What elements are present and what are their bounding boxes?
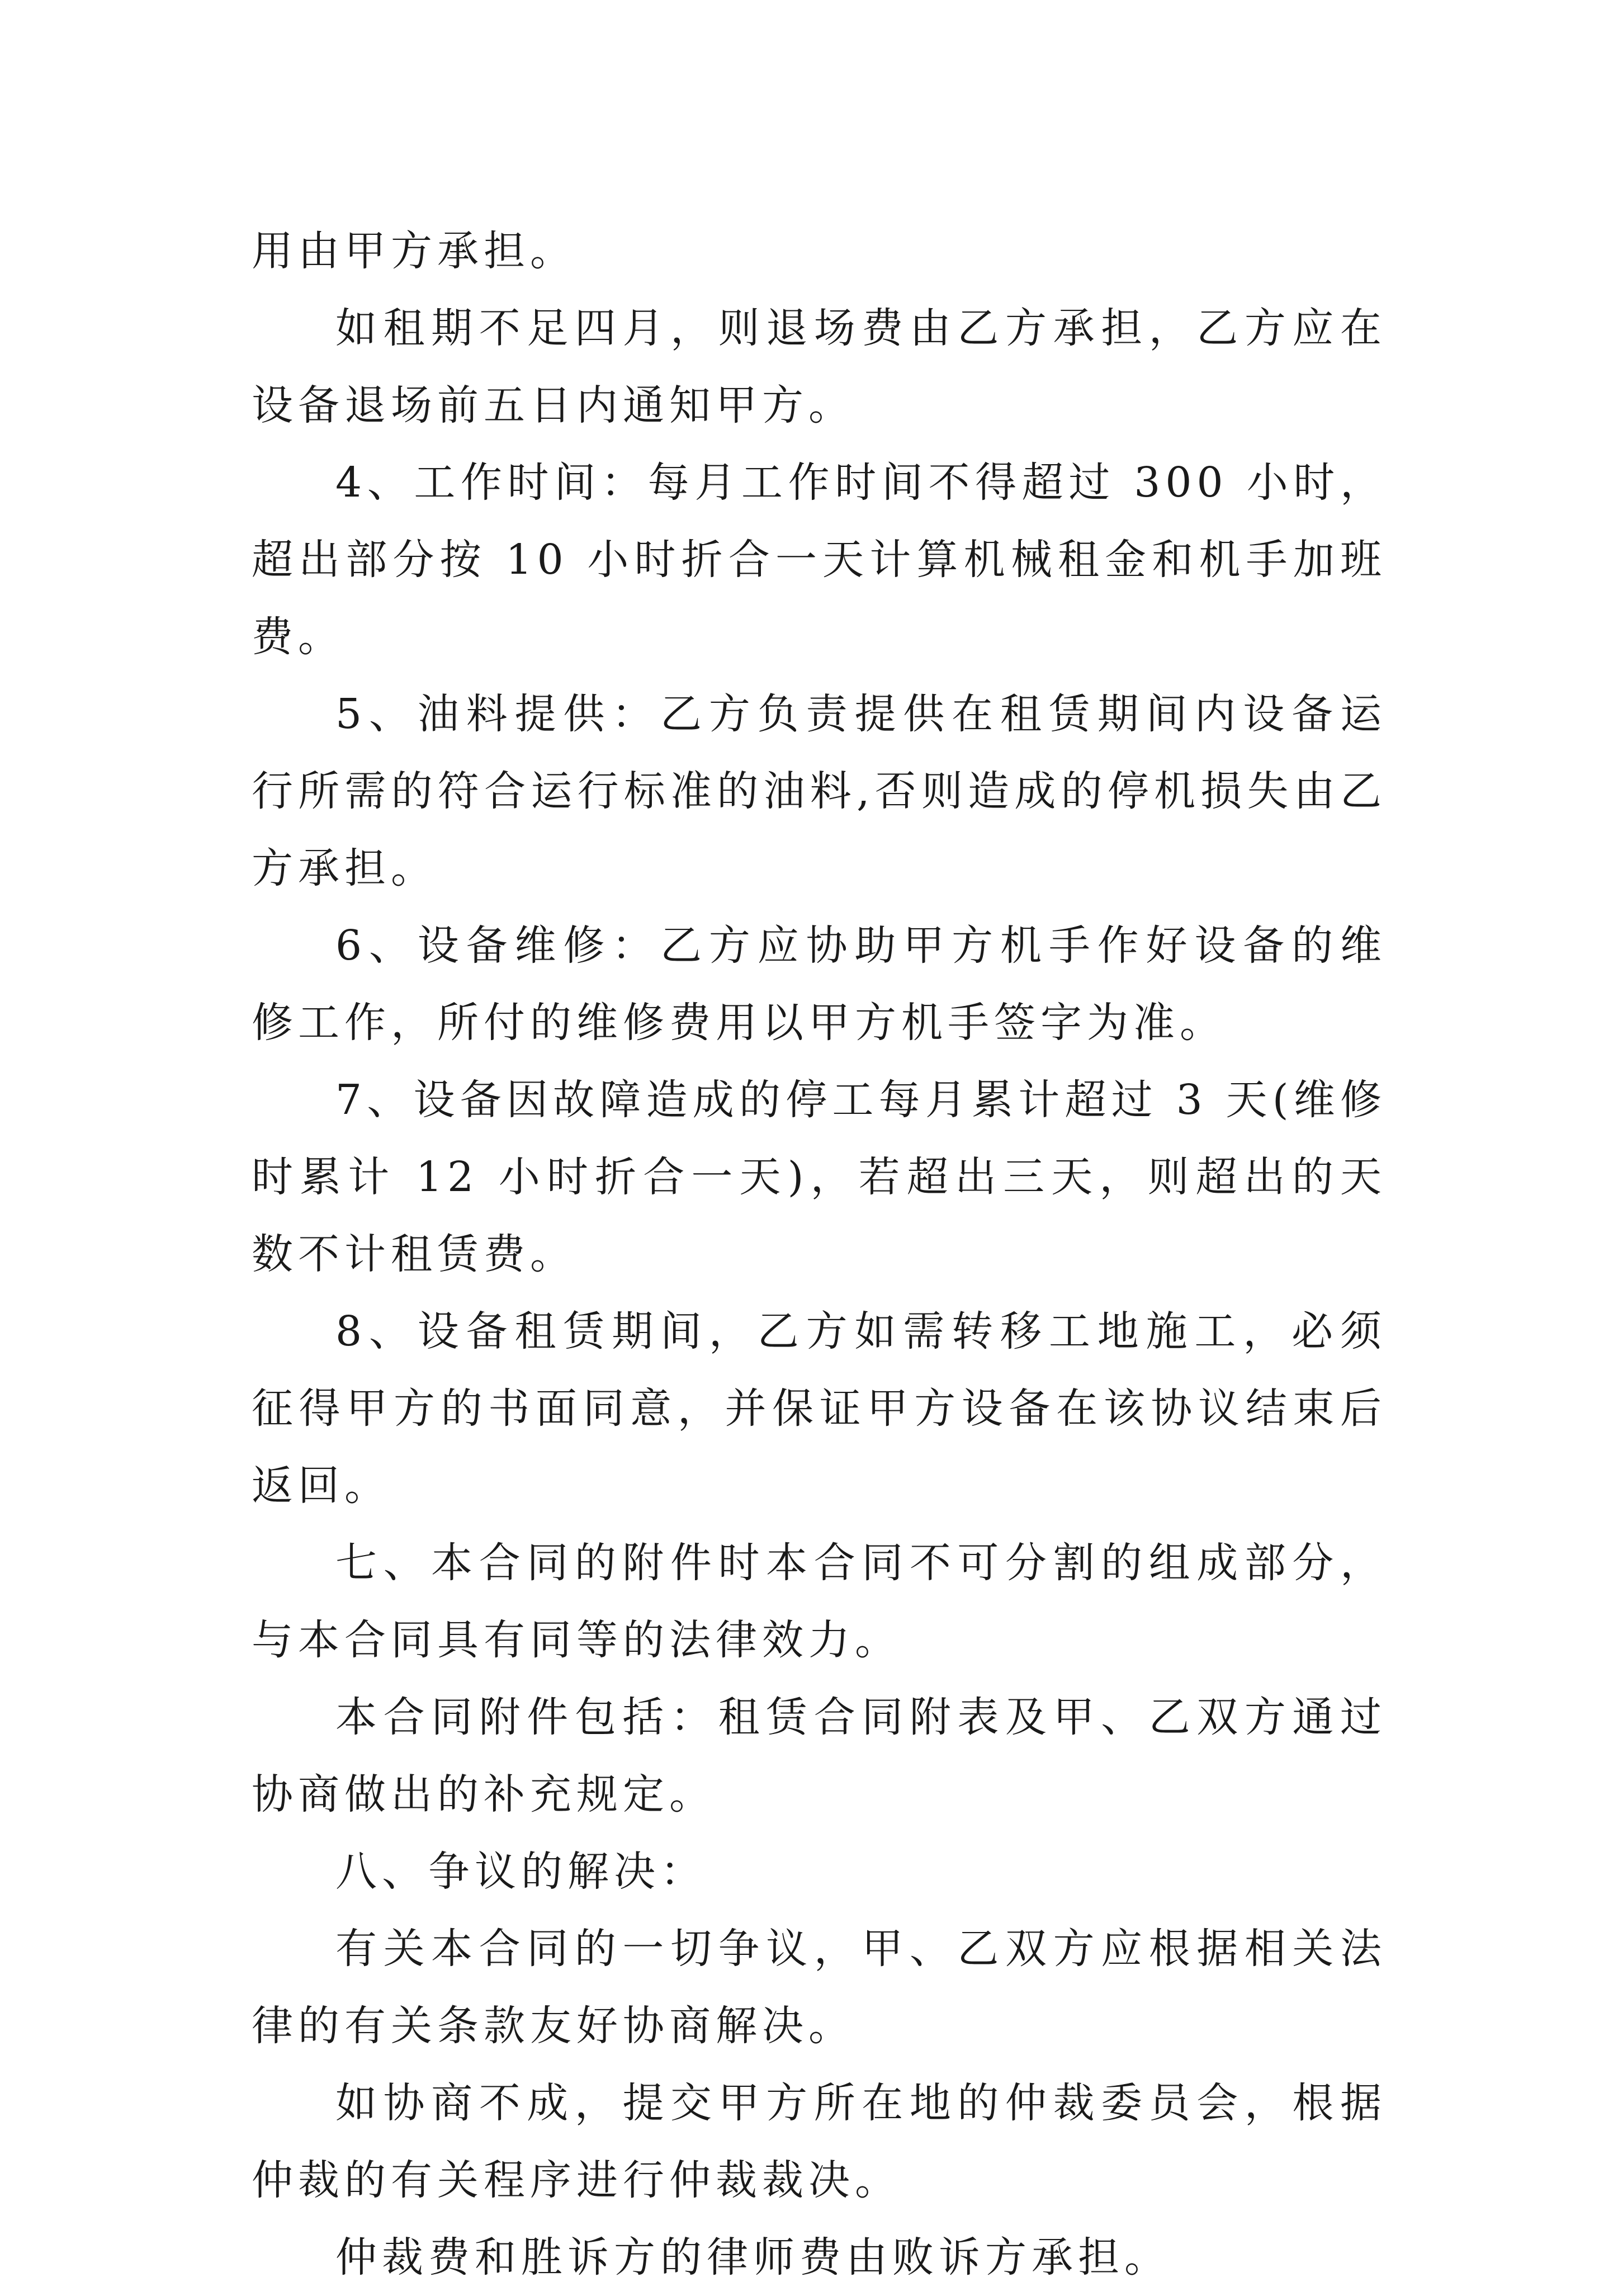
paragraph: 仲裁费和胜诉方的律师费由败诉方承担。	[335, 2233, 1171, 2281]
paragraph: 6、设备维修：乙方应协助甲方机手作好设备的维修工作，所付的维修费用以甲方机手签字为准。	[252, 922, 1387, 1047]
paragraph: 本合同附件包括：租赁合同附表及甲、乙双方通过协商做出的补充规定。	[252, 1693, 1387, 1818]
paragraph: 有关本合同的一切争议，甲、乙双方应根据相关法律的有关条款友好协商解决。	[252, 1925, 1387, 2050]
paragraph: 如协商不成，提交甲方所在地的仲裁委员会，根据仲裁的有关程序进行仲裁裁决。	[252, 2079, 1387, 2204]
document-page	[252, 212, 1387, 2296]
paragraph: 4、工作时间：每月工作时间不得超过 300 小时，超出部分按 10 小时折合一天计算机械租金和机手加班费。	[252, 459, 1387, 661]
paragraph: 七、本合同的附件时本合同不可分割的组成部分，与本合同具有同等的法律效力。	[252, 1539, 1387, 1664]
paragraph: 用由甲方承担。	[252, 227, 576, 275]
section-heading: 八、争议的解决：	[335, 1848, 707, 1896]
paragraph: 5、油料提供：乙方负责提供在租赁期间内设备运行所需的符合运行标准的油料,否则造成的停机损失由乙方承担。	[252, 690, 1387, 892]
paragraph: 7、设备因故障造成的停工每月累计超过 3 天(维修时累计 12 小时折合一天)，若超出三天，则超出的天数不计租赁费。	[252, 1076, 1387, 1278]
paragraph: 如租期不足四月，则退场费由乙方承担，乙方应在设备退场前五日内通知甲方。	[252, 304, 1387, 429]
paragraph: 8、设备租赁期间，乙方如需转移工地施工，必须征得甲方的书面同意，并保证甲方设备在该协议结束后返回。	[252, 1307, 1387, 1510]
